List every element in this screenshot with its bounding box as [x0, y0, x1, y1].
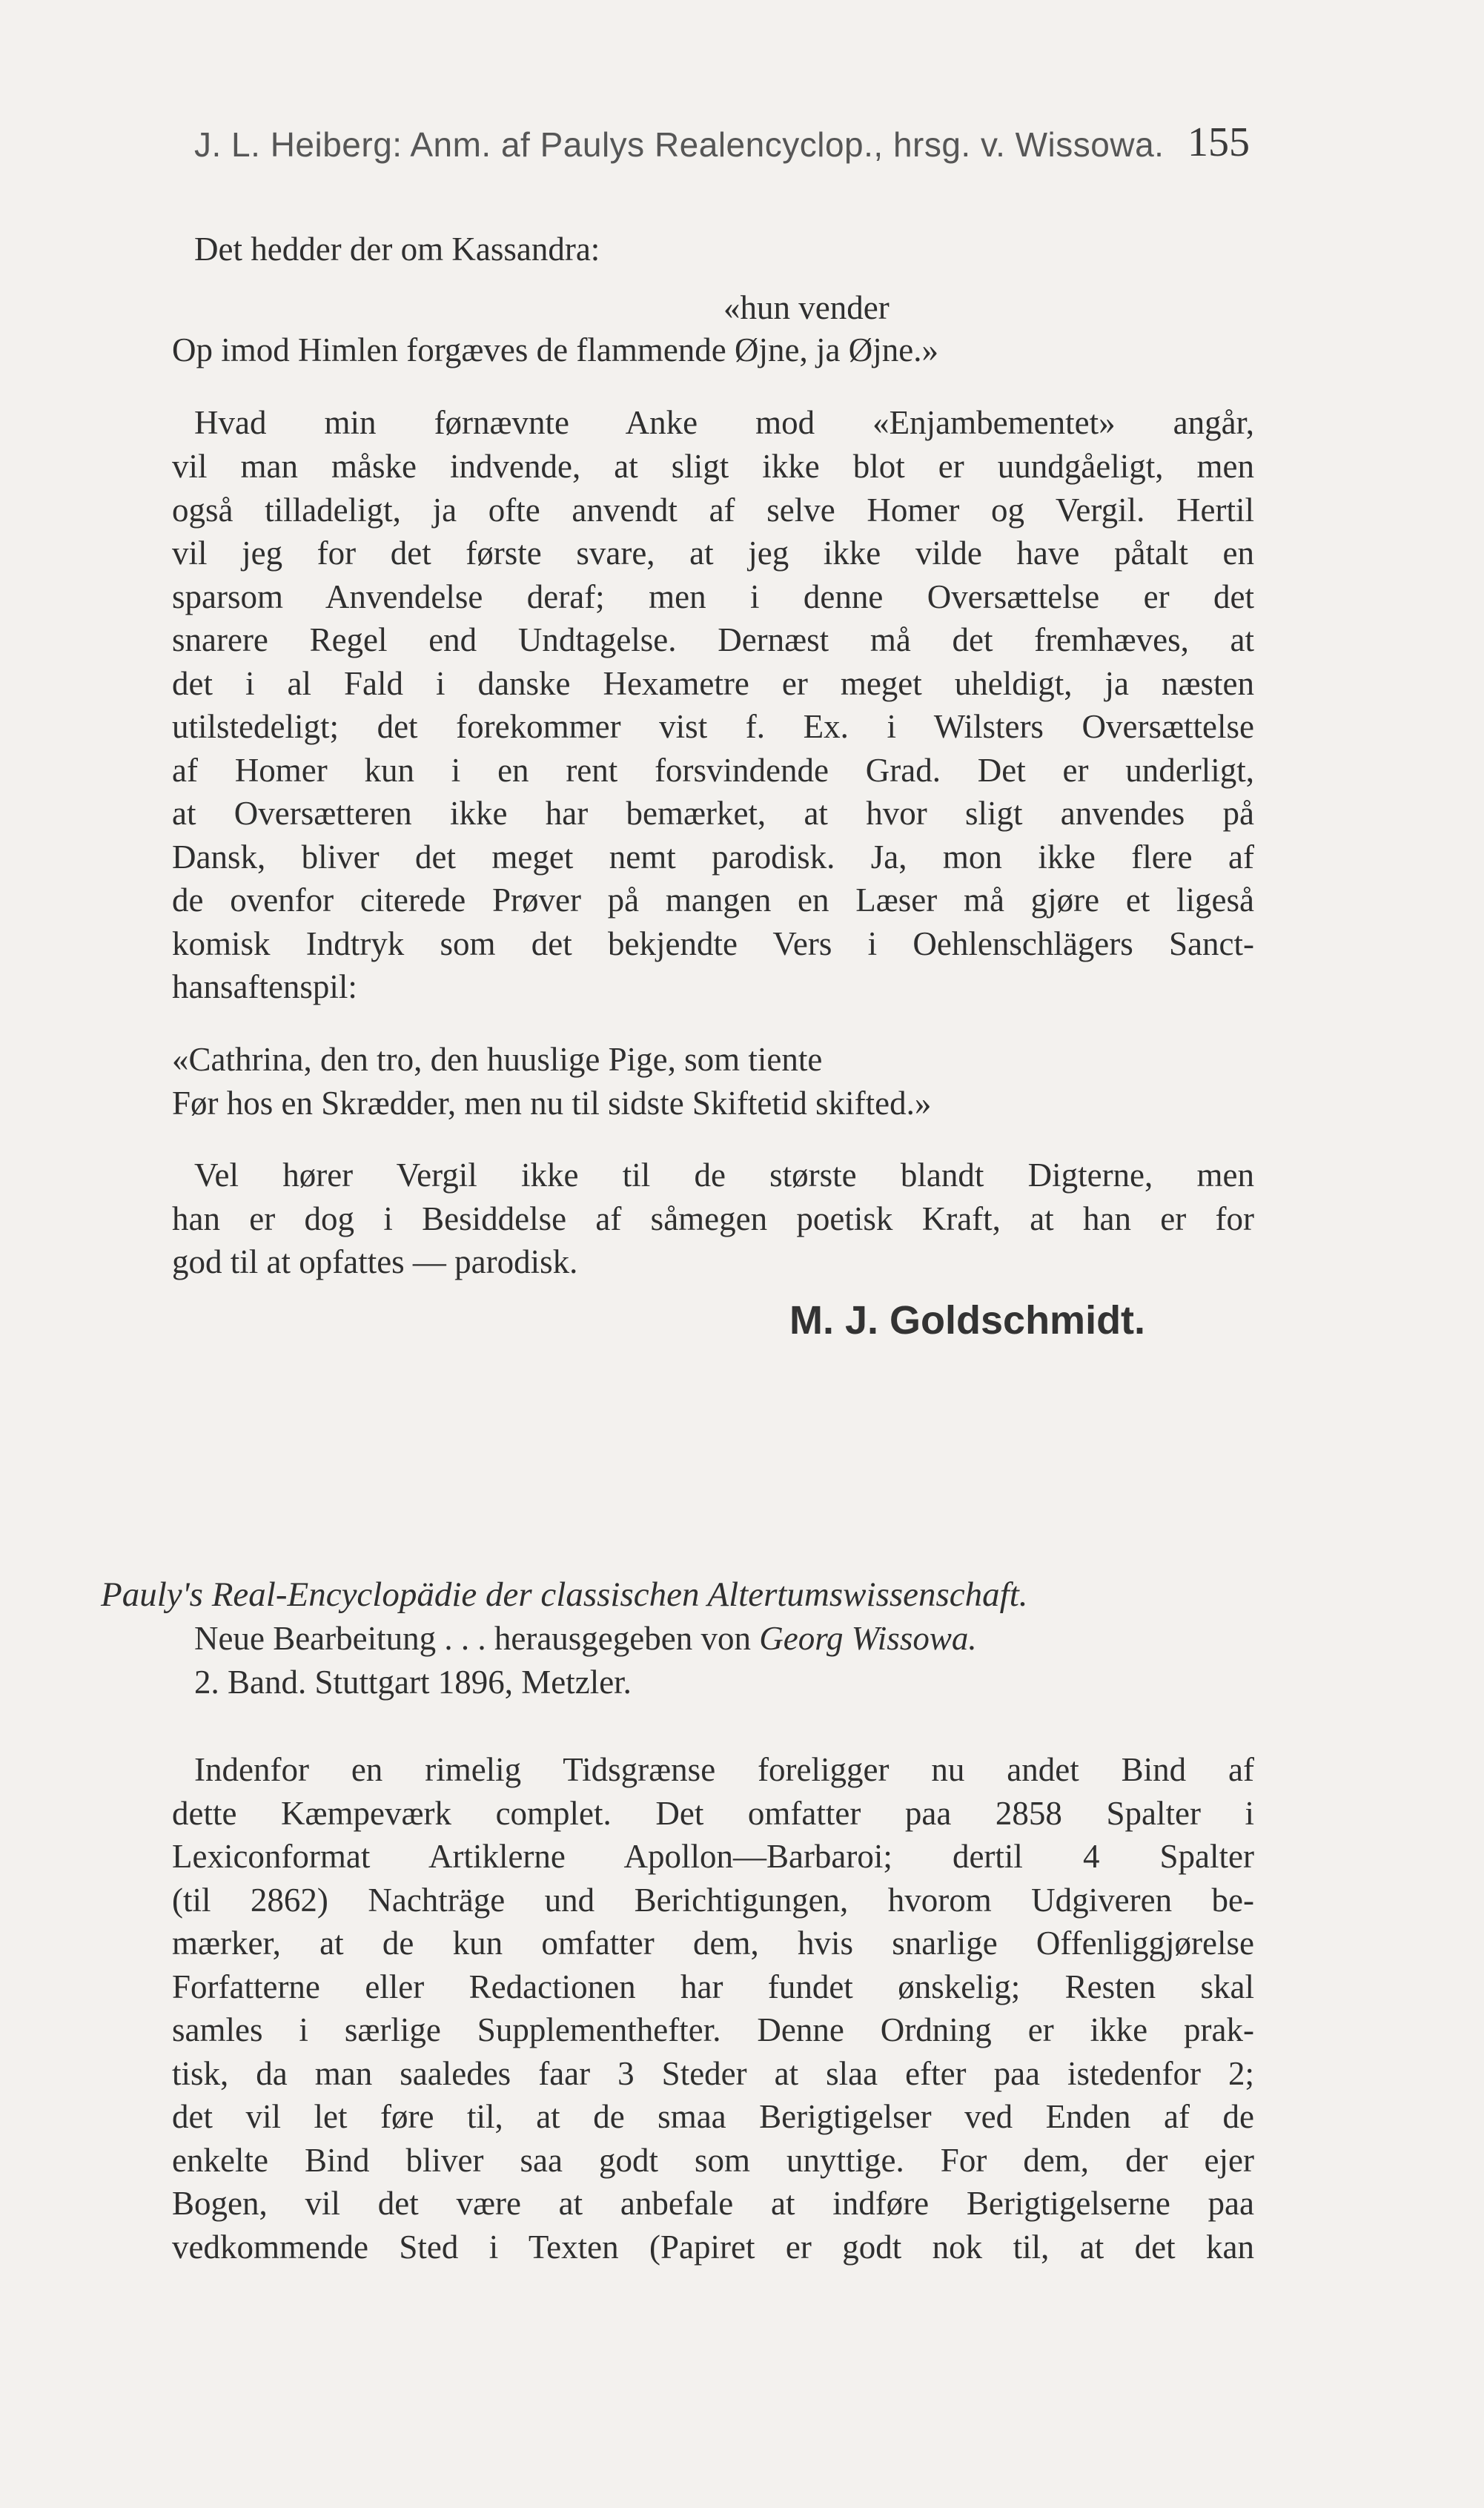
paragraph-line: komisk Indtryk som det bekjendte Vers i Oehlenschlägers Sanct- — [172, 925, 1254, 962]
verse-line: «hun vender — [723, 289, 890, 326]
paragraph-line: snarere Regel end Undtagelse. Dernæst må det fremhæves, at — [172, 621, 1254, 658]
page-number: 155 — [1187, 119, 1250, 165]
paragraph-line: Vel hører Vergil ikke til de største blandt Digterne, men — [194, 1157, 1254, 1194]
review-paragraph-line: dette Kæmpeværk complet. Det omfatter paa 2858 Spalter i — [172, 1795, 1254, 1832]
review-publication: 2. Band. Stuttgart 1896, Metzler. — [194, 1664, 632, 1701]
paragraph-line: sparsom Anvendelse deraf; men i denne Oversættelse er det — [172, 578, 1254, 615]
review-paragraph-line: (til 2862) Nachträge und Berichtigungen, hvorom Udgiveren be- — [172, 1882, 1254, 1919]
verse-line: Op imod Himlen forgæves de flammende Øjne, ja Øjne.» — [172, 331, 938, 368]
paragraph-line: Hvad min førnævnte Anke mod «Enjambementet» angår, — [194, 404, 1254, 441]
review-paragraph-line: Forfatterne eller Redactionen har fundet ønskelig; Resten skal — [172, 1968, 1254, 2005]
paragraph-line: de ovenfor citerede Prøver på mangen en Læser må gjøre et ligeså — [172, 881, 1254, 919]
paragraph-line: vil man måske indvende, at sligt ikke blot er uundgåeligt, men — [172, 448, 1254, 485]
paragraph-line: Dansk, bliver det meget nemt parodisk. Ja, mon ikke flere af — [172, 838, 1254, 876]
review-subtitle — [194, 1617, 977, 1660]
review-paragraph-line: enkelte Bind bliver saa godt som unyttige. For dem, der ejer — [172, 2142, 1254, 2179]
intro-line: Det hedder der om Kassandra: — [194, 231, 600, 268]
review-paragraph-line: mærker, at de kun omfatter dem, hvis snarlige Offenliggjørelse — [172, 1925, 1254, 1962]
paragraph-line: god til at opfattes — parodisk. — [172, 1243, 578, 1280]
paragraph-line: af Homer kun i en rent forsvindende Grad. Det er underligt, — [172, 752, 1254, 789]
paragraph-line: at Oversætteren ikke har bemærket, at hvor sligt anvendes på — [172, 795, 1254, 832]
paragraph-line: vil jeg for det første svare, at jeg ikke vilde have påtalt en — [172, 535, 1254, 572]
review-paragraph-line: Bogen, vil det være at anbefale at indføre Berigtigelserne paa — [172, 2185, 1254, 2222]
review-paragraph-line: tisk, da man saaledes faar 3 Steder at slaa efter paa istedenfor 2; — [172, 2055, 1254, 2092]
review-title: Pauly's Real-Encyclopädie der classischen Altertumswissenschaft. — [101, 1575, 1028, 1614]
review-editor: Georg Wissowa. — [759, 1620, 977, 1657]
paragraph-line: hansaftenspil: — [172, 968, 357, 1005]
review-subtitle-text: Neue Bearbeitung . . . herausgegeben von — [194, 1620, 760, 1657]
review-paragraph-line: Lexiconformat Artiklerne Apollon—Barbaroi; dertil 4 Spalter — [172, 1838, 1254, 1875]
paragraph-line: det i al Fald i danske Hexametre er meget uheldigt, ja næsten — [172, 665, 1254, 702]
quote-line: «Cathrina, den tro, den huuslige Pige, som tiente — [172, 1041, 823, 1078]
author-signature: M. J. Goldschmidt. — [789, 1298, 1146, 1343]
review-paragraph-line: samles i særlige Supplementhefter. Denne Ordning er ikke prak- — [172, 2011, 1254, 2048]
review-paragraph-line: vedkommende Sted i Texten (Papiret er godt nok til, at det kan — [172, 2229, 1254, 2266]
running-head: J. L. Heiberg: Anm. af Paulys Realencyclop., hrsg. v. Wissowa. — [194, 125, 1165, 164]
quote-line: Før hos en Skrædder, men nu til sidste Skiftetid skifted.» — [172, 1085, 932, 1122]
paragraph-line: han er dog i Besiddelse af såmegen poetisk Kraft, at han er for — [172, 1200, 1254, 1237]
review-paragraph-line: det vil let føre til, at de smaa Berigtigelser ved Enden af de — [172, 2098, 1254, 2135]
paragraph-line: også tilladeligt, ja ofte anvendt af selve Homer og Vergil. Hertil — [172, 492, 1254, 529]
paragraph-line: utilstedeligt; det forekommer vist f. Ex. i Wilsters Oversættelse — [172, 708, 1254, 745]
review-paragraph-line: Indenfor en rimelig Tidsgrænse foreligger nu andet Bind af — [194, 1751, 1254, 1788]
